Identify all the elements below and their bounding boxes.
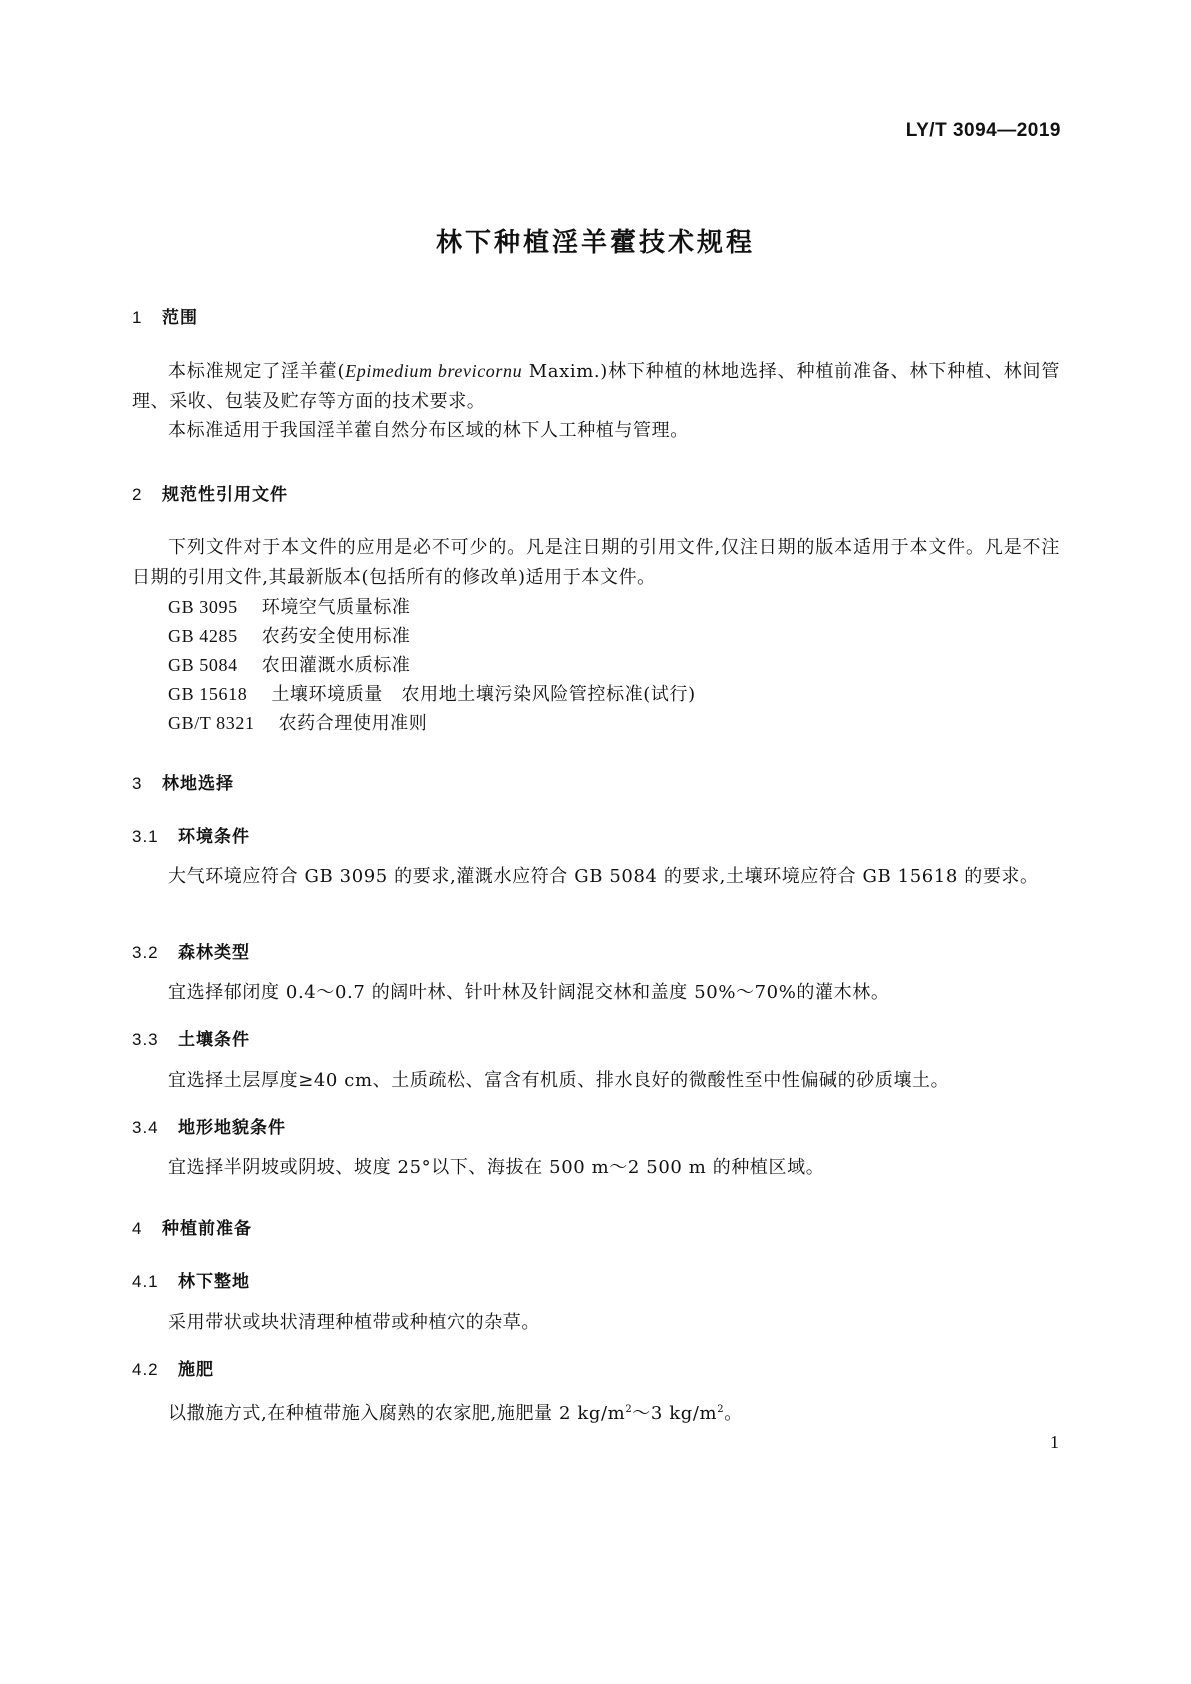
superscript: 2 (717, 1404, 725, 1415)
section-4-heading (132, 1214, 252, 1239)
subsection-3-2-text: 宜选择郁闭度 0.4～0.7 的阔叶林、针叶林及针阔混交林和盖度 50%～70%的灌木林。 (168, 982, 890, 1003)
reference-title: 农田灌溉水质标准 (261, 655, 411, 676)
reference-title: 农药安全使用标准 (261, 626, 411, 647)
subsection-4-2-text (132, 1395, 1060, 1429)
section-title: 林地选择 (162, 774, 234, 794)
text-run: ～3 kg/m (632, 1403, 718, 1424)
subsection-3-4-heading (132, 1113, 286, 1138)
superscript: 2 (625, 1404, 633, 1415)
section-number: 1 (132, 308, 143, 327)
reference-code: GB 5084 (168, 655, 238, 675)
subsection-3-3-heading (132, 1025, 250, 1050)
section-number: 4 (132, 1219, 143, 1238)
subsection-title: 森林类型 (178, 943, 250, 963)
page-number: 1 (1050, 1432, 1059, 1452)
subsection-4-1-text: 采用带状或块状清理种植带或种植穴的杂草。 (168, 1312, 540, 1333)
subsection-title: 土壤条件 (178, 1030, 250, 1050)
subsection-4-2-heading (132, 1355, 214, 1380)
subsection-3-1-text: 大气环境应符合 GB 3095 的要求,灌溉水应符合 GB 5084 的要求,土壤环境应符合 GB 15618 的要求。 (168, 866, 1039, 887)
section-number: 2 (132, 485, 143, 504)
subsection-3-1-heading (132, 822, 250, 847)
standard-code: LY/T 3094—2019 (905, 120, 1061, 141)
document-title: 林下种植淫羊藿技术规程 (435, 228, 755, 258)
subsection-title: 施肥 (178, 1360, 214, 1380)
subsection-number: 3.1 (132, 827, 159, 846)
subsection-4-1-heading (132, 1267, 250, 1292)
section-1-paragraph-1 (132, 356, 1060, 417)
section-number: 3 (132, 774, 143, 793)
subsection-number: 4.1 (132, 1272, 159, 1291)
subsection-number: 3.3 (132, 1030, 159, 1049)
section-1-heading (132, 303, 198, 328)
section-title: 范围 (162, 308, 198, 328)
subsection-number: 4.2 (132, 1360, 159, 1379)
reference-item (168, 680, 696, 706)
reference-item (168, 593, 411, 619)
reference-item (168, 622, 411, 648)
reference-title: 环境空气质量标准 (261, 597, 411, 618)
reference-title: 土壤环境质量 农用地土壤污染风险管控标准(试行) (271, 684, 696, 705)
section-1-paragraph-2: 本标准适用于我国淫羊藿自然分布区域的林下人工种植与管理。 (168, 420, 689, 441)
reference-code: GB/T 8321 (168, 713, 255, 733)
section-2-heading (132, 480, 288, 505)
reference-code: GB 3095 (168, 597, 238, 617)
text-run: 本标准规定了淫羊藿( (168, 361, 346, 382)
subsection-number: 3.2 (132, 943, 159, 962)
reference-title: 农药合理使用准则 (278, 713, 428, 734)
subsection-title: 林下整地 (178, 1272, 250, 1292)
reference-item (168, 709, 427, 735)
section-2-paragraph-1: 下列文件对于本文件的应用是必不可少的。凡是注日期的引用文件,仅注日期的版本适用于本文件。凡是不注日期的引用文件,其最新版本(包括所有的修改单)适用于本文件。 (132, 537, 1060, 588)
subsection-3-4-text: 宜选择半阴坡或阴坡、坡度 25°以下、海拔在 500 m～2 500 m 的种植区域。 (168, 1157, 825, 1178)
section-title: 规范性引用文件 (162, 485, 288, 505)
text-run: 以撒施方式,在种植带施入腐熟的农家肥,施肥量 2 kg/m (168, 1403, 626, 1424)
text-run: Maxim.)林下种植的林地选择、种植前准备、林下种植、林间管理、采收、包装及贮存等方面的技术要求。 (132, 361, 1060, 412)
reference-code: GB 15618 (168, 684, 248, 704)
subsection-number: 3.4 (132, 1118, 159, 1137)
reference-code: GB 4285 (168, 626, 238, 646)
species-name: Epimedium brevicornu (345, 361, 523, 381)
subsection-3-3-text: 宜选择土层厚度≥40 cm、土质疏松、富含有机质、排水良好的微酸性至中性偏碱的砂质壤土。 (168, 1070, 950, 1091)
section-title: 种植前准备 (162, 1219, 252, 1239)
subsection-title: 环境条件 (178, 827, 250, 847)
text-run: 。 (724, 1403, 743, 1424)
section-3-heading (132, 769, 234, 794)
subsection-3-2-heading (132, 938, 250, 963)
reference-item (168, 651, 411, 677)
subsection-title: 地形地貌条件 (178, 1118, 286, 1138)
